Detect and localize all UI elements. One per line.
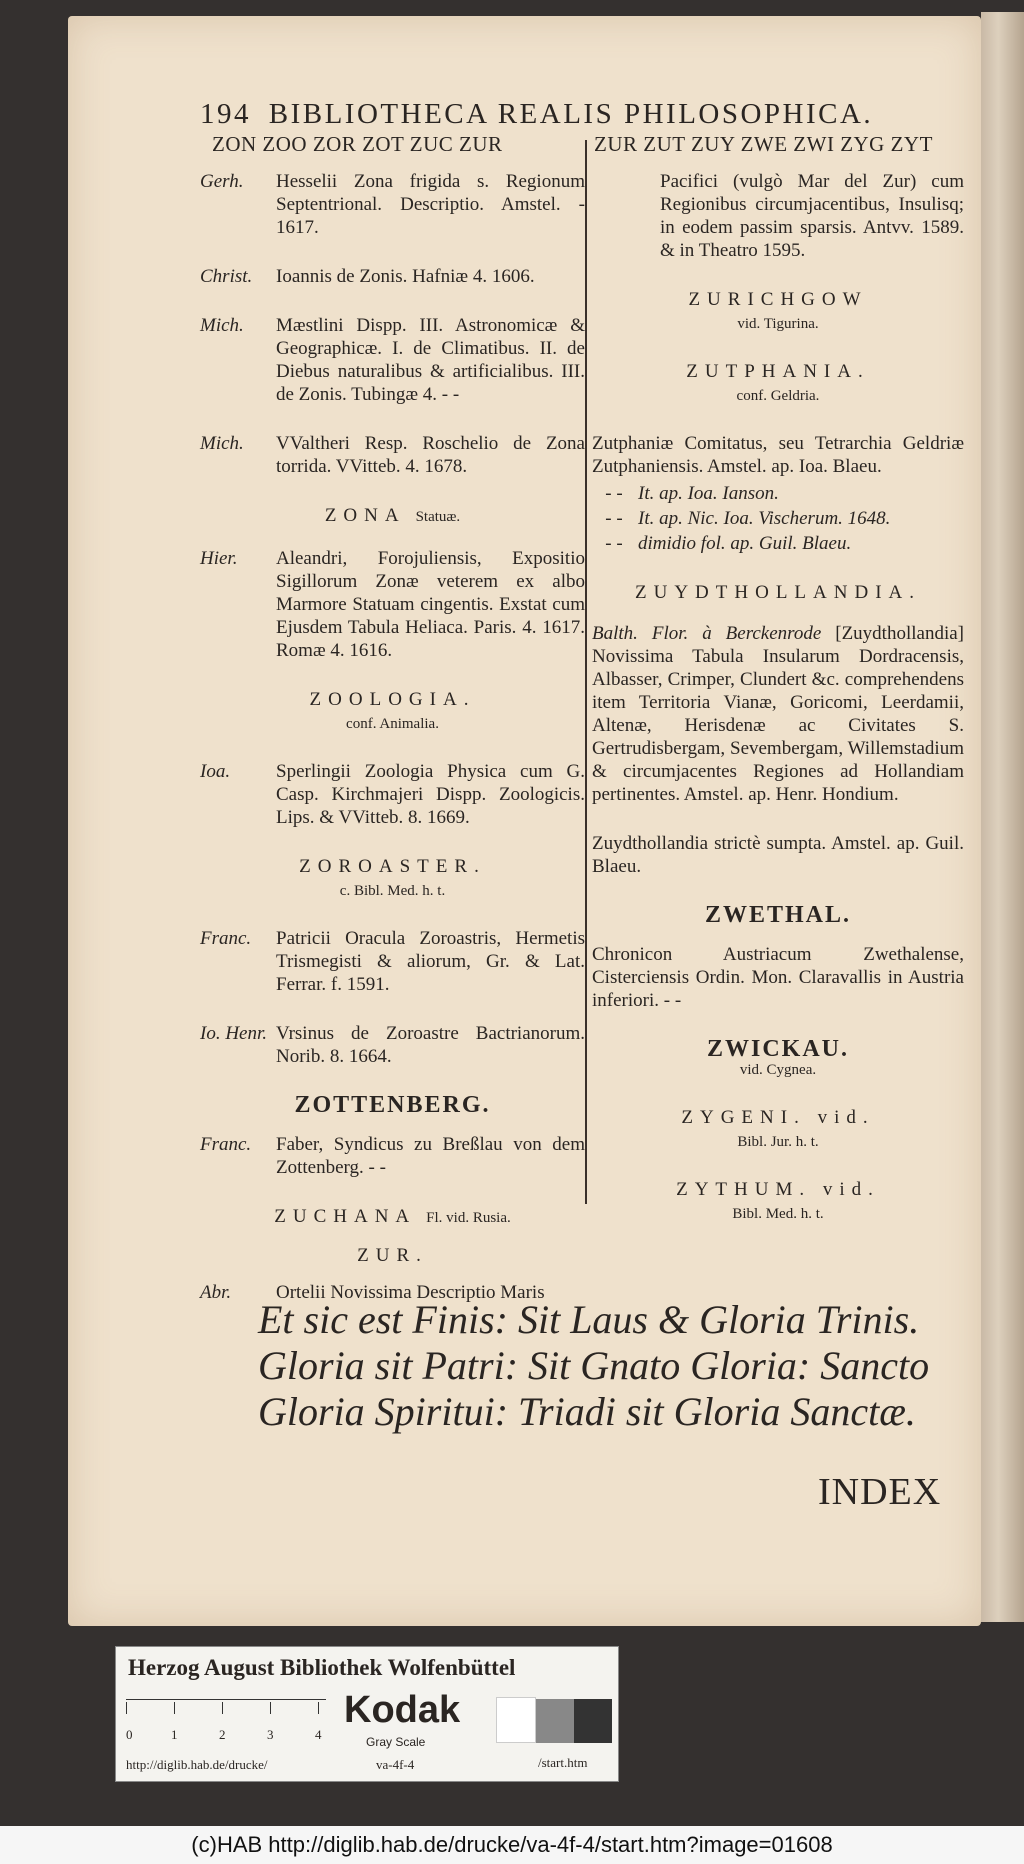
heading-sub: Statuæ. <box>415 509 461 525</box>
entry-text: It. ap. Nic. Ioa. Vischerum. 1648. <box>638 508 891 529</box>
entry-author: Io. Henr. <box>200 1023 268 1044</box>
catchword: INDEX <box>818 1471 942 1513</box>
gray-scale-label: Gray Scale <box>366 1735 426 1749</box>
card-start: /start.htm <box>538 1755 588 1770</box>
library-name: Herzog August Bibliothek Wolfenbüttel <box>128 1655 516 1680</box>
entry-author: Ioa. <box>200 761 231 782</box>
bib-entry <box>200 1022 585 1068</box>
subject-heading: ZOTTENBERG. <box>294 1092 491 1118</box>
ruler-number: 2 <box>219 1727 226 1742</box>
entry-text: Pacifici (vulgò Mar del Zur) cum Regionibus circumjacentibus, Insulisq; in eodem passim sparsis. Antvv. 1589. & in Theatro 1595. <box>660 171 964 261</box>
ruler-number: 4 <box>315 1727 322 1742</box>
subject-heading: ZUR. <box>357 1245 428 1266</box>
right-column <box>592 170 964 1250</box>
entry-text: Patricii Oracula Zoroastris, Hermetis Trismegisti & aliorum, Gr. & Lat. Ferrar. f. 1591. <box>276 928 585 995</box>
entry-dash: - - <box>605 483 623 504</box>
entry-author: Mich. <box>200 433 244 454</box>
entry-text: Zuydthollandia strictè sumpta. Amstel. ap. Guil. Blaeu. <box>592 833 964 877</box>
entry-author: Abr. <box>200 1282 232 1303</box>
subject-heading <box>200 1205 585 1230</box>
entry-text: dimidio fol. ap. Guil. Blaeu. <box>638 533 852 554</box>
adjacent-page-edge <box>981 12 1024 1622</box>
colophon-line: Et sic est Finis: Sit Laus & Gloria Trinis. <box>258 1297 920 1342</box>
bib-entry <box>200 547 585 662</box>
page-title: BIBLIOTHECA REALIS PHILOSOPHICA. <box>268 98 874 130</box>
subject-heading <box>200 504 585 529</box>
heading-sub: Fl. vid. Rusia. <box>426 1210 511 1226</box>
ruler-number: 3 <box>267 1727 274 1742</box>
cross-reference: Bibl. Med. h. t. <box>732 1206 824 1222</box>
entry-text: Sperlingii Zoologia Physica cum G. Casp. Kirchmajeri Dispp. Zoologicis. Lips. & VVitteb. 8. 1669. <box>276 761 585 828</box>
bib-entry <box>592 532 964 555</box>
subject-heading: ZUYDTHOLLANDIA. <box>635 582 921 603</box>
entry-text: Faber, Syndicus zu Breßlau von dem Zottenberg. - - <box>276 1134 585 1178</box>
bib-entry <box>592 482 964 505</box>
bib-entry <box>200 265 585 288</box>
bib-entry <box>592 507 964 530</box>
entry-author: Christ. <box>200 266 253 287</box>
bib-entry <box>592 622 964 806</box>
cross-reference: Bibl. Jur. h. t. <box>737 1134 819 1150</box>
entry-text: Hesselii Zona frigida s. Regionum Septentrional. Descriptio. Amstel. - 1617. <box>276 171 585 238</box>
entry-text: [Zuydthollandia] Novissima Tabula Insularum Dordracensis, Albasser, Crimper, Clundert &c. comprehendens item Territoria Vianæ, Goricomi, Leerdamii, Altenæ, Herisdenæ ac Civitates S. Gertrudisbergam, Sevembergam, Willemstadium & circumjacentes Regiones ad Hollandiam pertinentes. Amstel. ap. Henr. Hondium. <box>592 623 964 805</box>
entry-text: It. ap. Ioa. Ianson. <box>638 483 779 504</box>
subject-heading: ZWICKAU. <box>706 1036 849 1062</box>
entry-author: Franc. <box>200 928 252 949</box>
entry-author: Gerh. <box>200 171 244 192</box>
bib-entry <box>200 927 585 996</box>
entry-author: Franc. <box>200 1134 252 1155</box>
subject-heading: ZURICHGOW <box>688 289 868 310</box>
colophon-line: Gloria sit Patri: Sit Gnato Gloria: Sancto <box>258 1343 930 1388</box>
bib-entry <box>200 760 585 829</box>
bib-entry <box>200 170 585 239</box>
kodak-logo: Kodak <box>344 1689 461 1731</box>
entry-text: Chronicon Austriacum Zwethalense, Cisterciensis Ordin. Mon. Claravallis in Austria inferiori. - - <box>592 944 964 1011</box>
card-url: http://diglib.hab.de/drucke/ <box>126 1757 268 1772</box>
subject-heading: ZUTPHANIA. <box>686 361 870 382</box>
library-color-card <box>115 1646 619 1782</box>
bib-entry <box>592 432 964 478</box>
entry-text: Ortelii Novissima Descriptio Maris <box>276 1282 545 1303</box>
bib-entry <box>660 170 964 262</box>
gray-scale-bars <box>496 1697 612 1748</box>
card-code: va-4f-4 <box>376 1757 415 1772</box>
cross-reference: conf. Geldria. <box>736 388 820 404</box>
left-column <box>200 170 585 1330</box>
entry-text: Mæstlini Dispp. III. Astronomicæ & Geographicæ. I. de Climatibus. II. de Diebus naturalibus & artificialibus. III. de Zonis. Tubingæ 4. - - <box>276 315 585 405</box>
cross-reference: c. Bibl. Med. h. t. <box>339 883 446 899</box>
subject-heading: ZOOLOGIA. <box>309 689 476 710</box>
page-header <box>200 98 873 131</box>
ruler-number: 0 <box>126 1727 133 1742</box>
column-divider <box>585 140 587 1204</box>
colophon-line: Gloria Spiritui: Triadi sit Gloria Sanctæ. <box>258 1389 916 1434</box>
page-number: 194 <box>200 98 251 130</box>
subject-heading: ZYTHUM. vid. <box>676 1179 880 1200</box>
running-head-left: ZON ZOO ZOR ZOT ZUC ZUR <box>212 132 503 156</box>
entry-text: Ioannis de Zonis. Hafniæ 4. 1606. <box>276 266 535 287</box>
bib-entry <box>200 432 585 478</box>
cross-reference: conf. Animalia. <box>346 716 439 732</box>
subject-heading: ZYGENI. vid. <box>681 1107 875 1128</box>
cross-reference: vid. Cygnea. <box>739 1062 817 1078</box>
bib-entry <box>592 832 964 878</box>
entry-dash: - - <box>605 533 623 554</box>
heading-title: ZUCHANA <box>274 1206 417 1227</box>
colophon <box>258 1297 929 1435</box>
entry-text: VValtheri Resp. Roschelio de Zona torrida. VVitteb. 4. 1678. <box>276 433 585 477</box>
bib-entry <box>200 1133 585 1179</box>
entry-author: Mich. <box>200 315 244 336</box>
entry-text: Vrsinus de Zoroastre Bactrianorum. Norib. 8. 1664. <box>276 1023 585 1067</box>
ruler-number: 1 <box>171 1727 178 1742</box>
cross-reference: vid. Tigurina. <box>737 316 819 332</box>
entry-author: Balth. Flor. à Berckenrode <box>592 623 822 644</box>
subject-heading: ZWETHAL. <box>704 902 852 928</box>
entry-author: Hier. <box>200 548 238 569</box>
running-head-right: ZUR ZUT ZUY ZWE ZWI ZYG ZYT <box>594 132 933 156</box>
ruler <box>126 1699 326 1722</box>
entry-dash: - - <box>605 508 623 529</box>
bib-entry <box>592 943 964 1012</box>
entry-text: Zutphaniæ Comitatus, seu Tetrarchia Geldriæ Zutphaniensis. Amstel. ap. Ioa. Blaeu. <box>592 433 964 477</box>
heading-title: ZONA <box>324 505 406 526</box>
subject-heading: ZOROASTER. <box>299 856 486 877</box>
entry-text: Aleandri, Forojuliensis, Expositio Sigillorum Zonæ veterem ex albo Marmore Statuam cingentis. Exstat cum Ejusdem Tabula Heliaca. Paris. 4. 1617. Romæ 4. 1616. <box>276 548 585 661</box>
copyright-footer: (c)HAB http://diglib.hab.de/drucke/va-4f-4/start.htm?image=01608 <box>0 1826 1024 1864</box>
bib-entry <box>200 314 585 406</box>
